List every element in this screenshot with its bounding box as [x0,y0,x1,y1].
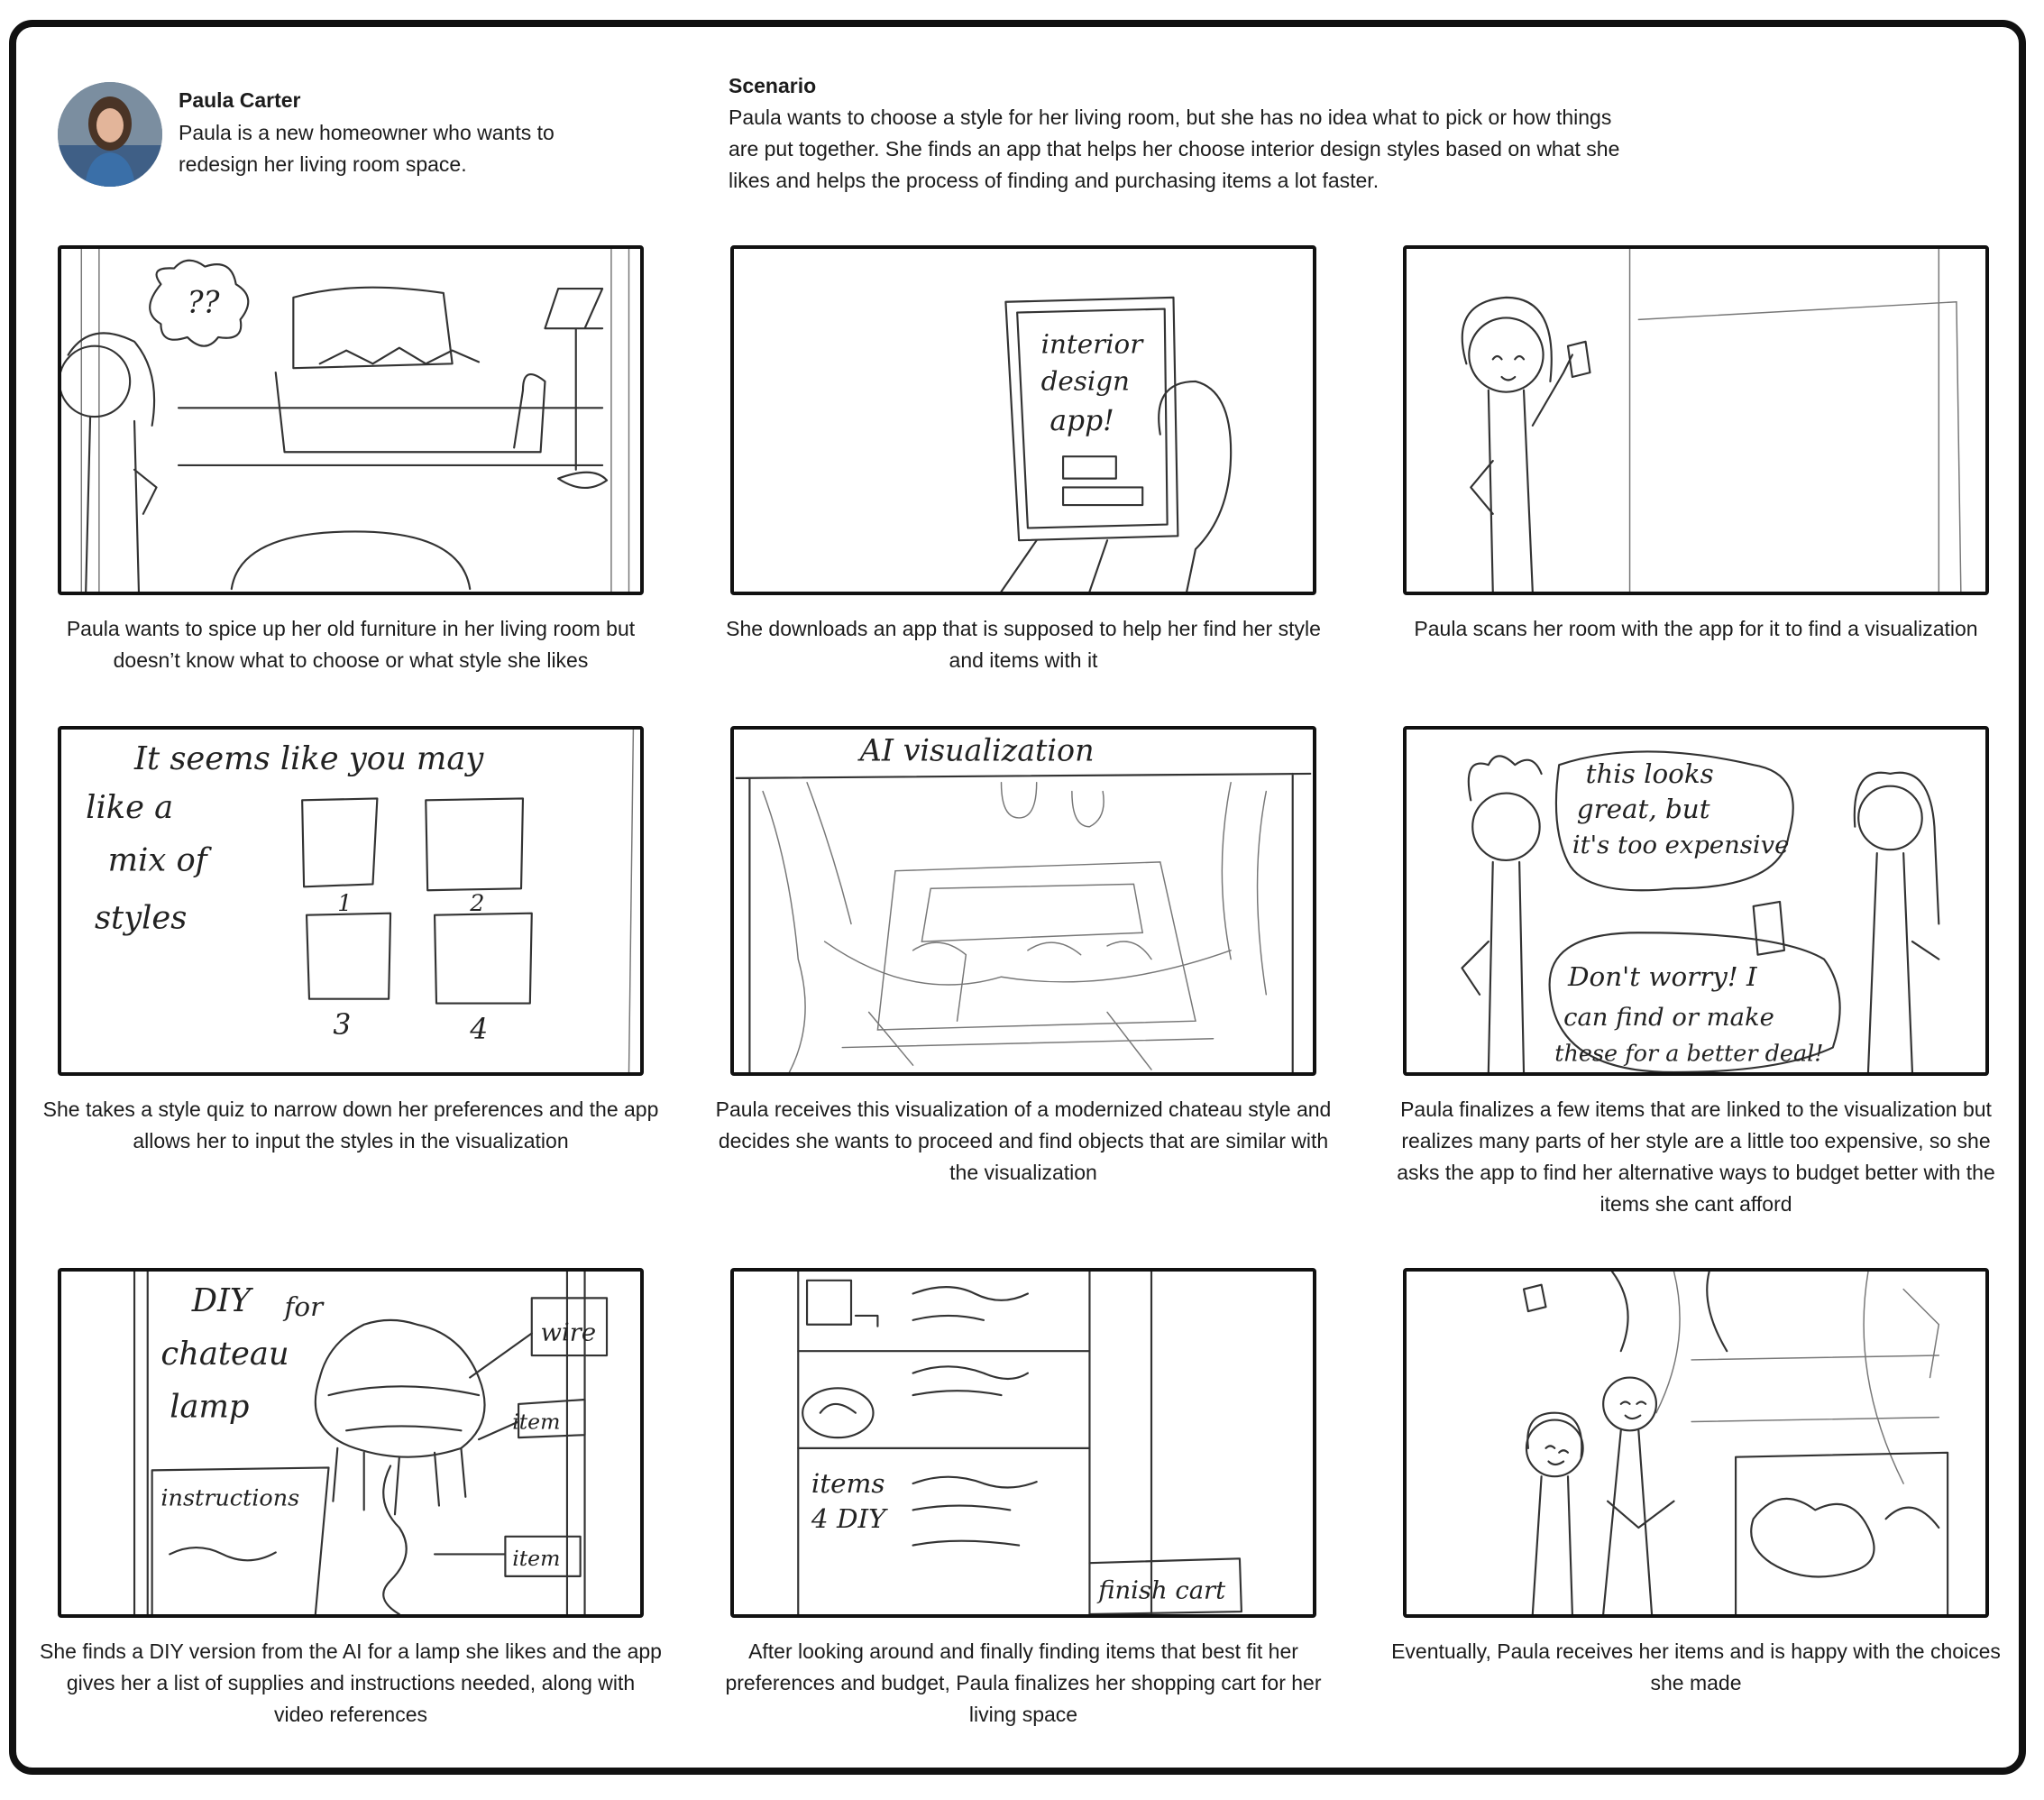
sketch-text: 4 DIY [811,1503,886,1535]
sketch-text: it's too expensive [1572,831,1790,860]
sketch-text: for [284,1290,324,1322]
storyboard-panel-2 [730,245,1316,595]
persona-description: Paula is a new homeowner who wants to redesign her living room space. [179,121,555,176]
storyboard-panel-5 [730,726,1316,1076]
sketch-text: interior [1040,328,1143,360]
sketch-text: 1 [337,889,353,917]
sketch-text: ?? [187,284,220,320]
sketch-text: items [811,1467,885,1499]
panel-7-caption: She finds a DIY version from the AI for a lamp she likes and the app gives her a list of supplies and instructions needed, along with video references [40,1639,662,1726]
scenario-title: Scenario [729,74,817,97]
sketch-text: design [1040,365,1130,397]
storyboard-panel-7 [58,1268,644,1618]
panel-2-caption: She downloads an app that is supposed to help her find her style and items with it [726,617,1321,672]
sketch-text: 2 [470,889,485,917]
storyboard-panel-4 [58,726,644,1076]
sketch-happy-ending [1407,1272,1985,1614]
storyboard-panel-3 [1403,245,1989,595]
sketch-ai-visualization [734,730,1313,1072]
sketch-phone-app [734,249,1313,592]
sketch-living-room [61,249,640,592]
sketch-text: item [512,1409,561,1435]
sketch-text: 3 [333,1008,352,1042]
sketch-style-quiz [61,730,640,1072]
sketch-diy-lamp [61,1272,640,1614]
sketch-text: can find or make [1563,1004,1774,1033]
panel-5-caption: Paula receives this visualization of a modernized chateau style and decides she wants to proceed and find objects that are similar with the visualization [715,1097,1332,1184]
sketch-text: wire [540,1318,597,1347]
sketch-text: AI visualization [859,732,1095,768]
scenario-text: Paula wants to choose a style for her living room, but she has no idea what to pick or how things are put together. She finds an app that helps her choose interior design styles based on what she likes and helps the process of finding and purchasing items a lot faster. [729,106,1620,192]
panel-6-caption: Paula finalizes a few items that are linked to the visualization but realizes many parts of her style are a little too expensive, so she asks the app to find her alternative ways to budget better with the items she cant afford [1397,1097,1995,1216]
panel-3-caption: Paula scans her room with the app for it to find a visualization [1414,617,1978,640]
panel-1-caption: Paula wants to spice up her old furniture in her living room but doesn’t know what to choose or what style she likes [66,617,636,672]
sketch-text: great, but [1576,793,1710,824]
persona-name: Paula Carter [179,88,301,112]
panel-8-caption: After looking around and finally finding items that best fit her preferences and budget, Paula finalizes her shopping cart for her living space [725,1639,1322,1726]
storyboard-panel-1 [58,245,644,595]
sketch-text: instructions [160,1484,300,1512]
sketch-text: like a [86,788,174,826]
sketch-text: chateau [160,1335,289,1373]
persona-avatar [58,82,162,187]
sketch-text: finish cart [1098,1576,1226,1605]
sketch-text: app! [1049,404,1114,437]
sketch-text: styles [94,899,188,937]
panel-4-caption: She takes a style quiz to narrow down her preferences and the app allows her to input the styles in the visualization [42,1097,659,1153]
storyboard-panel-8 [730,1268,1316,1618]
sketch-text: lamp [170,1388,250,1426]
sketch-shopping-cart [734,1272,1313,1614]
sketch-text: It seems like you may [134,740,484,778]
sketch-text: Don't worry! I [1567,961,1757,993]
storyboard-panel-9 [1403,1268,1989,1618]
sketch-text: item [512,1546,561,1572]
sketch-text: these for a better deal! [1554,1040,1824,1068]
sketch-text: this looks [1585,758,1714,789]
sketch-scanning-room [1407,249,1985,592]
panel-9-caption: Eventually, Paula receives her items and is happy with the choices she made [1391,1639,2001,1694]
sketch-text: DIY [191,1282,252,1320]
sketch-text: 4 [470,1013,489,1046]
sketch-text: mix of [107,841,207,879]
sketch-budget-conversation [1407,730,1985,1072]
storyboard-panel-6 [1403,726,1989,1076]
